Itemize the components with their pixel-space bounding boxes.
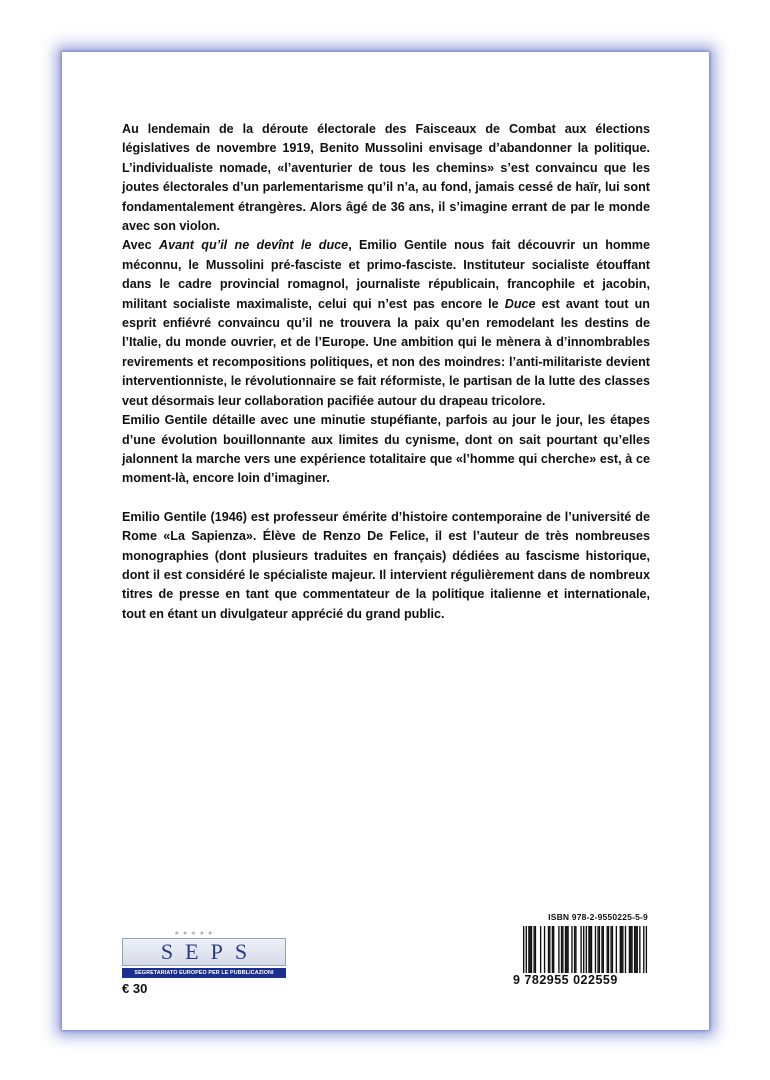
logo-band-text: SEGRETARIATO EUROPEO PER LE PUBBLICAZIONI SCIENTIFICHE (122, 968, 286, 978)
barcode-bar (567, 926, 568, 974)
barcode-digits: 9 782955 022559 (513, 973, 648, 987)
barcode-bar (616, 926, 617, 974)
barcode-bar (637, 926, 638, 974)
barcode-bar (622, 926, 623, 974)
author-bio: Emilio Gentile (1946) est professeur émérite d’histoire contemporaine de l’université de Rome «La Sapienza». Élève de Renzo De Felice, il est l’auteur de très nombreuses monographies (dont plusieurs traduites en français) dédiées au fascisme historique, dont il est considéré le spécialiste majeur. Il intervient régulièrement dans de nombreux titres de presse en tant que commentateur de la politique italienne et internationale, tout en étant un divulgateur apprécié du grand public. (122, 509, 650, 621)
barcode-bar (530, 926, 531, 974)
barcode-bar (566, 926, 567, 974)
barcode-bar (635, 926, 636, 974)
barcode-bar (548, 926, 549, 974)
barcode-bar (580, 926, 581, 974)
barcode-bar (552, 926, 553, 974)
barcode-bar (561, 926, 562, 974)
barcode-bar (562, 926, 563, 974)
logo-wordmark: SEPS (122, 938, 286, 966)
barcode-bar (590, 926, 591, 974)
isbn-label: ISBN 978-2-9550225-5-9 (548, 912, 648, 922)
barcode-bar (571, 926, 572, 974)
barcode-bar (597, 926, 598, 974)
barcode-bar (610, 926, 611, 974)
barcode-bar (595, 926, 596, 974)
stars-icon: ★★★★★ (174, 931, 216, 937)
barcode-bar (631, 926, 632, 974)
back-cover-page (62, 52, 709, 1030)
barcode-bar (608, 926, 609, 974)
barcode-bar (621, 926, 622, 974)
barcode-bar (591, 926, 592, 974)
barcode-bar (574, 926, 575, 974)
price: € 30 (122, 981, 148, 996)
barcode-bar (639, 926, 640, 974)
book-title: Avant qu’il ne devînt le duce (158, 238, 349, 253)
barcode-bar (553, 926, 554, 974)
barcode-bar (603, 926, 604, 974)
paragraph-2: Avec Avant qu’il ne devînt le duce, Emilio Gentile nous fait découvrir un homme méconnu, le Mussolini pré-fasciste et primo-fasciste. Instituteur socialiste étouffant dans le cadre provincial romagnol, journaliste républicain, francophile et jacobin, militant socialiste maximaliste, celui qui n’est pas encore le Duce est avant tout un esprit enfiévré convaincu qu’il ne trouvera la paix qu’en remodelant les destins de l’Italie, du monde ouvrier, et de l’Europe. Une ambition qui le mènera à d’innombrables revirements et recompositions politiques, et non des moindres: l’anti-militariste devient interventionniste, le révolutionnaire se fait réformiste, le partisan de la lutte des classes veut désormais leur collaboration pacifiée autour du drapeau tricolore. (122, 238, 651, 408)
barcode-bar (558, 926, 559, 974)
barcode-bar (612, 926, 613, 974)
barcode-bar (634, 926, 635, 974)
barcode-bar (629, 926, 630, 974)
barcode-bar (630, 926, 631, 974)
blurb-text (122, 120, 650, 624)
barcode-bar (549, 926, 550, 974)
barcode-bar (607, 926, 608, 974)
barcode-bar (620, 926, 621, 974)
paragraph-3: Emilio Gentile détaille avec une minutie stupéfiante, parfois au jour le jour, les étapes d’une évolution bouillonnante aux limites du cynisme, dont on sait pourtant qu’elles jalonnent la marche vers une expérience totalitaire que «l’homme qui cherche» est, à ce moment-là, encore loin d’imaginer. (122, 413, 650, 486)
duce-word: Duce (504, 296, 536, 311)
paragraph-1: Au lendemain de la déroute électorale des Faisceaux de Combat aux élections législatives de novembre 1919, Benito Mussolini envisage d’abandonner la politique. L’individualiste nomade, «l’aventurier de tous les chemins» s’est convaincu que les joutes électorales d’un parlementarisme qu’il n’a, au fond, jamais cessé de haïr, lui sont fondamentalement étrangères. Alors âgé de 36 ans, il s’imagine errant de par le monde avec son violon. (122, 122, 650, 234)
barcode-bar (531, 926, 532, 974)
barcode-bar (533, 926, 534, 974)
barcode-bar (625, 926, 626, 974)
barcode-bar (535, 926, 536, 974)
barcode-bar (599, 926, 600, 974)
barcode-bar (540, 926, 541, 974)
barcode-bar (575, 926, 576, 974)
barcode-bar (601, 926, 602, 974)
barcode-bar (565, 926, 566, 974)
barcode-bar (544, 926, 545, 974)
barcode-bar (528, 926, 529, 974)
barcode-bar (588, 926, 589, 974)
